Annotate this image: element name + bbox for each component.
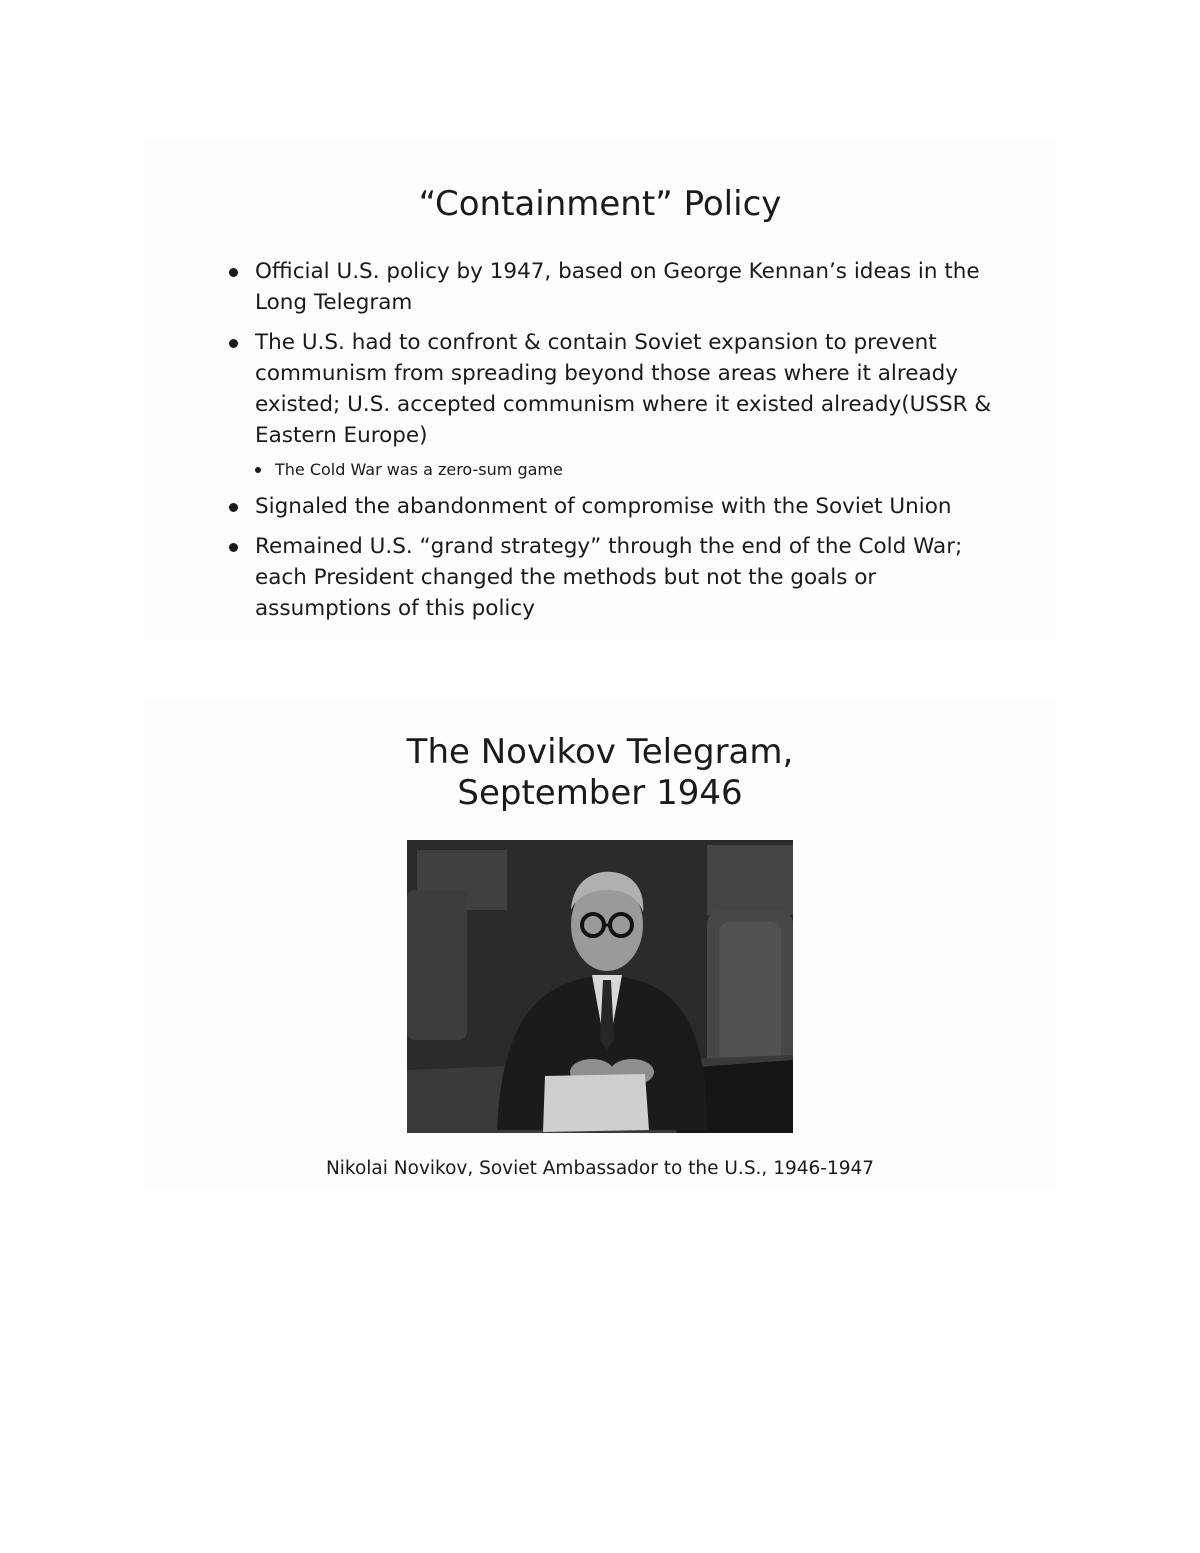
novikov-photo-illustration — [407, 840, 793, 1133]
slide-title-line: The Novikov Telegram, — [406, 732, 794, 772]
bullet-list — [225, 256, 1015, 633]
slide-containment-policy — [145, 140, 1055, 640]
bullet-item: Signaled the abandonment of compromise with the Soviet Union — [225, 491, 1015, 522]
photo-caption: Nikolai Novikov, Soviet Ambassador to the U.S., 1946-1947 — [325, 1158, 875, 1179]
bullet-item: Official U.S. policy by 1947, based on George Kennan’s ideas in the Long Telegram — [225, 256, 1015, 318]
bullet-item: Remained U.S. “grand strategy” through the end of the Cold War; each President changed the methods but not the goals or assumptions of this policy — [225, 531, 1015, 624]
slide-novikov-telegram — [145, 700, 1055, 1190]
bullet-item: The U.S. had to confront & contain Soviet expansion to prevent communism from spreading beyond those areas where it already existed; U.S. accepted communism where it existed already(USSR & Eastern Europe) — [225, 327, 1015, 451]
slide-title: “Containment” Policy — [418, 184, 782, 224]
novikov-photo — [407, 840, 793, 1133]
sub-bullet-item: The Cold War was a zero-sum game — [253, 458, 1015, 482]
slide-title-line: September 1946 — [457, 772, 743, 813]
slide-title — [145, 732, 1055, 814]
